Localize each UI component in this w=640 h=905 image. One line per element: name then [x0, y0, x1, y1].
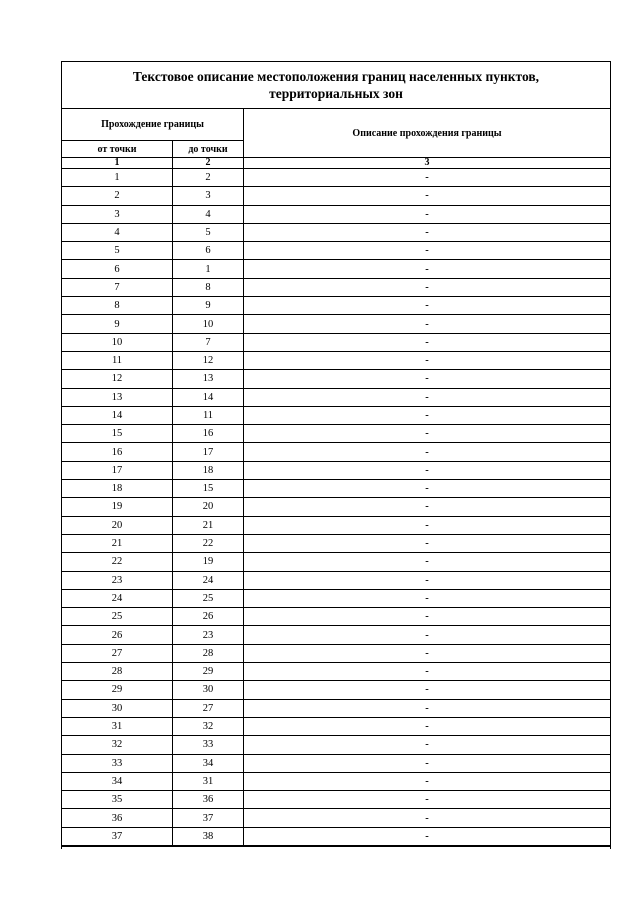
table-row	[62, 517, 610, 535]
from-point-cell: 30	[62, 700, 173, 717]
to-point-cell: 8	[173, 279, 244, 296]
description-cell: -	[425, 794, 429, 806]
description-cell: -	[425, 428, 429, 440]
title-line-2: территориальных зон	[269, 86, 403, 101]
table-row	[62, 206, 610, 224]
from-point-cell: 17	[62, 462, 173, 479]
description-cell: -	[425, 172, 429, 184]
to-point-cell: 6	[173, 242, 244, 259]
from-point-cell: 34	[62, 773, 173, 790]
from-point-cell: 12	[62, 370, 173, 387]
description-cell: -	[425, 410, 429, 421]
to-point-cell: 21	[173, 517, 244, 534]
from-point-cell: 35	[62, 791, 173, 808]
table-row	[62, 370, 610, 388]
table-row	[62, 681, 610, 699]
from-point-cell: 28	[62, 663, 173, 680]
from-point-cell: 10	[62, 334, 173, 351]
to-point-cell: 2	[173, 169, 244, 186]
description-cell: -	[425, 336, 429, 348]
to-point-cell: 36	[173, 791, 244, 808]
description-cell: -	[425, 812, 429, 824]
to-point-cell: 10	[173, 315, 244, 332]
to-point-cell: 34	[173, 755, 244, 772]
description-cell: -	[425, 446, 429, 458]
table-row	[62, 242, 610, 260]
to-point-cell: 28	[173, 645, 244, 662]
description-cell: -	[425, 318, 429, 330]
from-point-cell: 14	[62, 407, 173, 424]
passage-header: Прохождение границы	[62, 109, 243, 141]
table-row	[62, 334, 610, 352]
description-cell: -	[425, 574, 429, 586]
from-point-cell: 23	[62, 572, 173, 589]
from-point-cell: 2	[62, 187, 173, 204]
table-row	[62, 169, 610, 187]
from-point-cell: 16	[62, 443, 173, 460]
to-point-cell: 1	[173, 260, 244, 277]
description-cell: -	[425, 464, 429, 476]
description-cell: -	[425, 684, 429, 696]
to-point-cell: 9	[173, 297, 244, 314]
table-row	[62, 315, 610, 333]
from-point-cell: 9	[62, 315, 173, 332]
to-point-cell: 7	[173, 334, 244, 351]
table-row	[62, 663, 610, 681]
from-point-cell: 36	[62, 809, 173, 826]
table-row	[62, 626, 610, 644]
title-line-1: Текстовое описание местоположения границ населенных пунктов,	[132, 69, 540, 84]
table-row	[62, 187, 610, 205]
column-number-row	[62, 158, 610, 169]
from-point-cell: 21	[62, 535, 173, 552]
from-point-cell: 19	[62, 498, 173, 515]
to-point-cell: 13	[173, 370, 244, 387]
from-point-header: от точки	[62, 141, 173, 157]
from-point-cell: 11	[62, 352, 173, 369]
table-row	[62, 462, 610, 480]
table-title	[62, 62, 610, 109]
table-row	[62, 828, 610, 846]
to-point-cell: 23	[173, 626, 244, 643]
table-row	[62, 297, 610, 315]
table-row	[62, 572, 610, 590]
description-cell: -	[425, 666, 429, 678]
to-point-cell: 31	[173, 773, 244, 790]
to-point-cell: 27	[173, 700, 244, 717]
to-point-cell: 33	[173, 736, 244, 753]
to-point-cell: 37	[173, 809, 244, 826]
description-cell: -	[425, 483, 429, 495]
description-cell: -	[425, 702, 429, 714]
description-header: Описание прохождения границы	[352, 127, 502, 139]
boundary-description-table	[61, 61, 611, 849]
description-cell: -	[425, 647, 429, 659]
from-point-cell: 27	[62, 645, 173, 662]
to-point-cell: 26	[173, 608, 244, 625]
to-point-cell: 5	[173, 224, 244, 241]
from-point-cell: 7	[62, 279, 173, 296]
from-point-cell: 13	[62, 389, 173, 406]
description-cell: -	[425, 391, 429, 403]
table-row	[62, 498, 610, 516]
table-row	[62, 389, 610, 407]
table-row	[62, 443, 610, 461]
from-point-cell: 37	[62, 828, 173, 845]
from-point-cell: 32	[62, 736, 173, 753]
table-row	[62, 480, 610, 498]
table-row	[62, 773, 610, 791]
table-row	[62, 736, 610, 754]
table-row	[62, 224, 610, 242]
from-point-cell: 24	[62, 590, 173, 607]
table-row	[62, 352, 610, 370]
table-row	[62, 279, 610, 297]
description-cell: -	[425, 629, 429, 641]
from-point-cell: 31	[62, 718, 173, 735]
table-row	[62, 608, 610, 626]
from-point-cell: 20	[62, 517, 173, 534]
from-point-cell: 25	[62, 608, 173, 625]
from-point-cell: 22	[62, 553, 173, 570]
to-point-cell: 15	[173, 480, 244, 497]
table-row	[62, 553, 610, 571]
from-point-cell: 29	[62, 681, 173, 698]
description-cell: -	[425, 373, 429, 385]
from-point-cell: 6	[62, 260, 173, 277]
to-point-cell: 24	[173, 572, 244, 589]
column-number: 2	[173, 158, 244, 168]
table-row	[62, 718, 610, 736]
description-cell: -	[425, 300, 429, 312]
table-row	[62, 809, 610, 827]
description-cell: -	[425, 556, 429, 568]
to-point-cell: 14	[173, 389, 244, 406]
table-row	[62, 645, 610, 663]
from-point-cell: 18	[62, 480, 173, 497]
table-body	[62, 169, 610, 846]
table-row	[62, 535, 610, 553]
description-cell: -	[425, 830, 429, 842]
to-point-cell: 18	[173, 462, 244, 479]
from-point-cell: 5	[62, 242, 173, 259]
to-point-cell: 12	[173, 352, 244, 369]
description-cell: -	[425, 263, 429, 275]
from-point-cell: 33	[62, 755, 173, 772]
from-point-cell: 3	[62, 206, 173, 223]
from-point-cell: 8	[62, 297, 173, 314]
column-number: 1	[62, 158, 173, 168]
description-cell: -	[425, 721, 429, 733]
table-row	[62, 425, 610, 443]
point-headers	[62, 141, 243, 157]
table-header	[62, 109, 610, 158]
from-point-cell: 4	[62, 224, 173, 241]
to-point-cell: 4	[173, 206, 244, 223]
to-point-cell: 32	[173, 718, 244, 735]
description-cell: -	[425, 757, 429, 769]
description-cell: -	[425, 501, 429, 513]
from-point-cell: 15	[62, 425, 173, 442]
table-row	[62, 755, 610, 773]
description-cell: -	[425, 592, 429, 604]
to-point-cell: 11	[173, 407, 244, 424]
description-cell: -	[425, 281, 429, 293]
table-bottom-border	[62, 846, 610, 849]
to-point-cell: 3	[173, 187, 244, 204]
table-row	[62, 700, 610, 718]
description-cell: -	[425, 245, 429, 257]
to-point-cell: 25	[173, 590, 244, 607]
table-row	[62, 791, 610, 809]
description-cell: -	[425, 611, 429, 623]
from-point-cell: 26	[62, 626, 173, 643]
description-cell: -	[425, 519, 429, 531]
to-point-header: до точки	[188, 143, 228, 155]
from-point-cell: 1	[62, 169, 173, 186]
table-row	[62, 407, 610, 425]
to-point-cell: 30	[173, 681, 244, 698]
to-point-cell: 16	[173, 425, 244, 442]
to-point-cell: 22	[173, 535, 244, 552]
description-cell: -	[425, 739, 429, 751]
to-point-cell: 19	[173, 553, 244, 570]
to-point-cell: 20	[173, 498, 244, 515]
table-row	[62, 590, 610, 608]
to-point-cell: 17	[173, 443, 244, 460]
passage-header-group	[62, 109, 244, 157]
table-row	[62, 260, 610, 278]
description-cell: -	[425, 538, 429, 550]
description-cell: -	[425, 775, 429, 787]
to-point-cell: 29	[173, 663, 244, 680]
description-cell: -	[425, 355, 429, 367]
description-cell: -	[425, 208, 429, 220]
description-cell: -	[425, 227, 429, 239]
column-number: 3	[424, 157, 430, 168]
to-point-cell: 38	[173, 828, 244, 845]
description-cell: -	[425, 190, 429, 202]
